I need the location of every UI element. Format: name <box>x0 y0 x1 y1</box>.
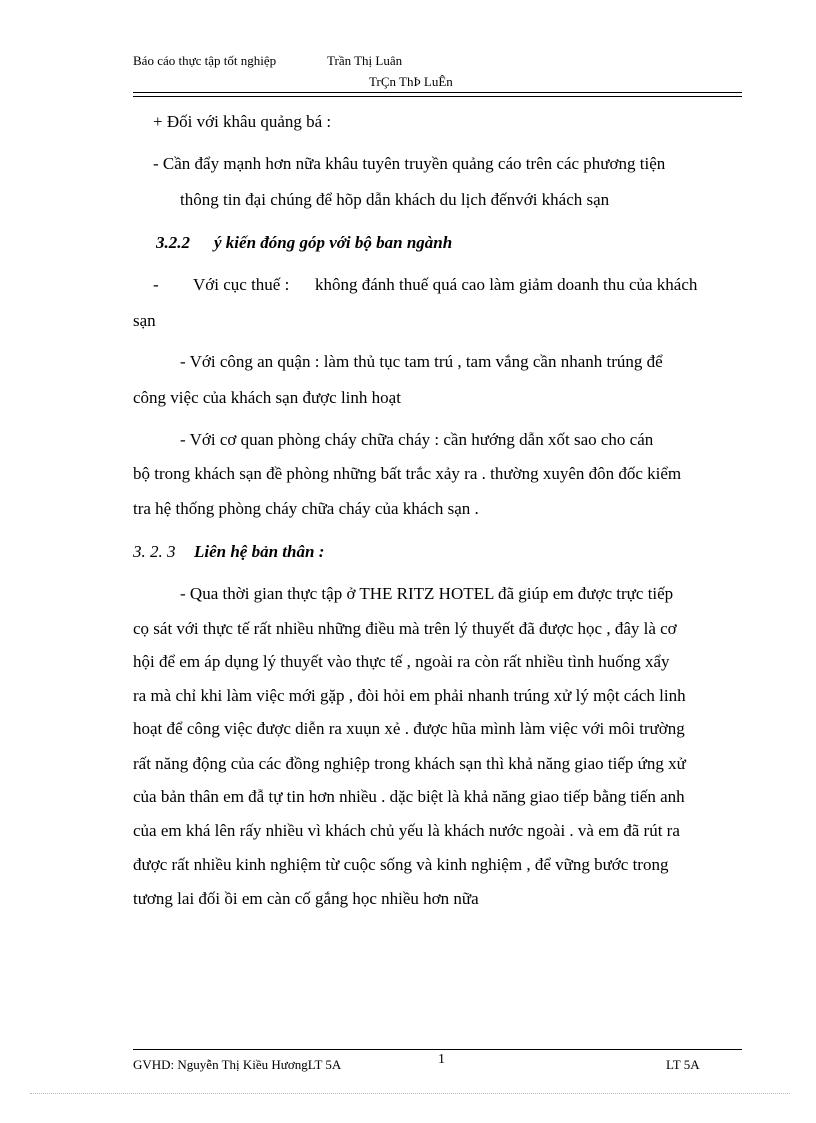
footer-class-code: LT 5A <box>666 1057 700 1072</box>
header-author: Trần Thị Luân <box>327 53 403 68</box>
tax-text: không đánh thuế quá cao làm giảm doanh thu của khách <box>315 275 698 294</box>
footer-rule <box>133 1049 742 1050</box>
header-rule <box>133 92 742 97</box>
text-run: - Cần đẩy mạnh hơn nữa khâu tuyên truyền quảng cáo trên các phương tiện <box>153 154 666 173</box>
paragraph-line: - Qua thời gian thực tập ở THE RITZ HOTEL đã giúp em được trực tiếp <box>180 584 674 603</box>
page-number: 1 <box>438 1052 445 1067</box>
paragraph-line: tra hệ thống phòng cháy chữa cháy của khách sạn . <box>133 499 479 518</box>
paragraph-line: - Với công an quận : làm thủ tục tam trú , tam vắng cần nhanh trúng để <box>180 352 663 371</box>
paragraph-line: của bản thân em đẫ tự tin hơn nhiều . dặc biệt là khả năng giao tiếp bằng tiến anh <box>133 787 685 806</box>
section-title-322: ý kiến đóng góp với bộ ban ngành <box>214 233 453 252</box>
paragraph-line: tương lai đối ồi em càn cố gắng học nhiều hơn nữa <box>133 889 479 908</box>
paragraph-line: - Với cơ quan phòng cháy chữa cháy : cần hướng dẫn xốt sao cho cán <box>180 430 654 449</box>
header-author-garbled: TrÇn ThÞ LuÊn <box>369 74 453 89</box>
paragraph-line: rất năng động của các đồng nghiệp trong khách sạn thì khả năng giao tiếp ứng xử <box>133 754 686 773</box>
section-title-323: Liên hệ bản thân : <box>194 542 325 561</box>
bullet-dash: - <box>153 275 159 294</box>
page-edge-dots <box>30 1093 790 1094</box>
paragraph-line: ra mà chỉ khi làm việc mới gặp , đòi hỏi em phải nhanh trúng xử lý một cách linh <box>133 686 686 705</box>
tax-label: Với cục thuế : <box>193 275 290 294</box>
paragraph-line: hội để em áp dụng lý thuyết vào thực tế , ngoài ra còn rất nhiều tình huống xẩy <box>133 652 670 671</box>
paragraph-line: được rất nhiều kinh nghiệm từ cuộc sống và kinh nghiệm , để vững bước trong <box>133 855 669 874</box>
paragraph-line: sạn <box>133 311 156 330</box>
footer-advisor: GVHD: Nguyễn Thị Kiều HươngLT 5A <box>133 1057 342 1072</box>
paragraph-line: hoạt để công việc được diễn ra xuụn xẻ . được hũa mình làm việc với môi trường <box>133 719 685 738</box>
paragraph-line: bộ trong khách sạn đề phòng những bất trắc xảy ra . thường xuyên đôn đốc kiểm <box>133 464 682 483</box>
section-number-322: 3.2.2 <box>156 233 190 252</box>
paragraph-line: của em khá lên rấy nhiều vì khách chủ yếu là khách nước ngoài . và em đã rút ra <box>133 821 680 840</box>
paragraph-line: thông tin đại chúng để hõp dẫn khách du lịch đếnvới khách sạn <box>180 190 610 209</box>
paragraph-line <box>153 153 740 175</box>
header-report-label: Báo cáo thực tập tốt nghiệp <box>133 53 277 68</box>
paragraph-line: công việc của khách sạn được linh hoạt <box>133 388 401 407</box>
promo-subheading: + Đối với khâu quảng bá : <box>153 112 332 131</box>
paragraph-line: cọ sát với thực tế rất nhiều những điều mà trên lý thuyết đã được học , đây là cơ <box>133 619 677 638</box>
section-number-323: 3. 2. 3 <box>133 542 176 561</box>
